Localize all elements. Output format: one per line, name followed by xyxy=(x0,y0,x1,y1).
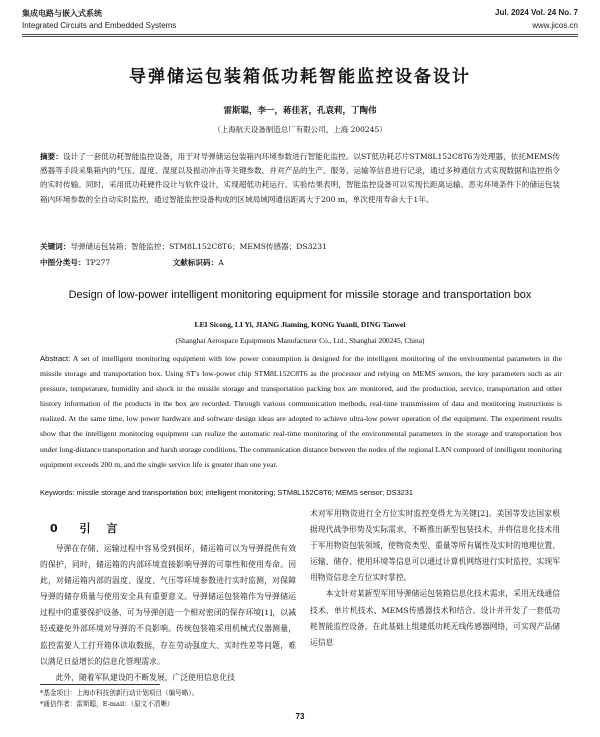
doc-code-label: 文献标识码： xyxy=(172,258,219,267)
journal-name-en: Integrated Circuits and Embedded Systems xyxy=(22,21,177,30)
right-paragraph-2: 本文针对某新型军用导弹储运包装箱信息化技术需求，采用无线通信技术、单片机技术、MEMS传感器技术和结合、设计并开发了一套低功耗智能监控设备，在此基础上组建低功耗无线传感器网络，可实现产品储运信息 xyxy=(310,589,560,647)
doc-code-value: A xyxy=(218,258,224,267)
clc-label: 中图分类号： xyxy=(40,258,86,267)
keywords-en xyxy=(40,488,562,497)
authors-en: LEI Sicong, LI Yi, JIANG Jiaming, KONG Yuanli, DING Taowei xyxy=(194,320,406,329)
header-rule-thin xyxy=(22,36,578,37)
clc-value: TP277 xyxy=(85,258,111,267)
section-number: 0 xyxy=(50,522,64,535)
keywords-cn-label: 关键词： xyxy=(40,242,71,251)
keywords-cn xyxy=(40,240,560,254)
section-heading xyxy=(50,520,123,536)
paper-title-en: Design of low-power intelligent monitoring equipment for missile storage and transportation box xyxy=(68,289,532,301)
abstract-en-label: Abstract: xyxy=(40,354,71,363)
left-column xyxy=(40,541,296,686)
keywords-cn-text: 导弹储运包装箱；智能监控；STM8L152C8T6；MEMS传感器；DS3231 xyxy=(70,242,327,251)
section-title: 引 言 xyxy=(79,522,124,535)
footnote-author: *通信作者：雷斯聪，E-mail：（原文不清晰） xyxy=(40,700,174,708)
journal-website[interactable]: www.jicos.cn xyxy=(532,21,578,30)
classification-line xyxy=(40,256,560,270)
keywords-en-label: Keywords: xyxy=(40,488,75,497)
footnote-funding: *基金项目：上海市科技创新行动计划项目（编号略）。 xyxy=(40,689,199,697)
abstract-cn xyxy=(40,150,560,207)
page-number: 73 xyxy=(295,712,305,721)
footnotes xyxy=(40,688,296,710)
header-rule xyxy=(22,34,578,35)
issue-info: Jul. 2024 Vol. 24 No. 7 xyxy=(495,8,578,17)
left-paragraph-2: 此外，随着军队建设的不断发展，广泛使用信息化技 xyxy=(55,672,235,682)
abstract-en xyxy=(40,351,562,472)
abstract-cn-label: 摘要： xyxy=(40,152,63,161)
right-paragraph-1: 术对军用物资进行全方位实时监控变得尤为关键[2]。美国等发达国家根据现代战争形势及实际需求，不断推出新型包装技术，并将信息化技术用于军用物资包装领域，使物资类型、重量等所有属性及实时的地理位置、运输、储存、使用环境等信息可以通过计算机网络进行实时监控，实现军用物资信息全方位实时掌控。 xyxy=(310,509,560,583)
abstract-cn-text: 设计了一套低功耗智能监控设备，用于对导弹储运包装箱内环境参数进行智能化监控。以ST低功耗芯片STM8L152C8T6为处理器，依托MEMS传感器等手段采集箱内的气压、温度、湿度以及振动冲击等关键参数，并对产品的生产、服务、运输等信息进行记录，通过多种通信方式实现数据和监控指令的实时传输。同时，采用低功耗硬件设计与软件设计，实现超低功耗运行。实验结果表明，智能监控设备可以实现长距离运输、恶劣环境条件下的储运包装箱内环境参数的全自动实时监控，通过智能监控设备构成的区域局域网通信距离大于200 m，单次使用寿命大于1年。 xyxy=(40,152,560,204)
affiliation-en: (Shanghai Aerospace Equipments Manufacturer Co., Ltd., Shanghai 200245, China) xyxy=(175,336,425,345)
left-paragraph-1: 导弹在存储、运输过程中容易受到损坏，储运箱可以为导弹提供有效的保护，同时，储运箱的内部环境直接影响导弹的可靠性和使用寿命。因此，对储运箱内部的温度、湿度、气压等环境参数进行实时监测，对保障导弹的储存质量与使用安全具有重要意义。导弹储运包装箱作为导弹储运过程中的重要保护设备，可为导弹创造一个相对密闭的保存环境[1]，以减轻或避免外部环境对导弹的不良影响。传统包装箱采用机械式仪器测量，监控需要人工打开箱体读取数据，存在劳动强度大、实时性差等问题，难以满足日益增长的信息化管理需求。 xyxy=(40,544,296,666)
footnote-rule xyxy=(40,684,160,685)
journal-name-cn: 集成电路与嵌入式系统 xyxy=(22,9,102,18)
authors-cn: 雷斯聪，李一，蒋佳茗，孔袁莉，丁陶伟 xyxy=(223,106,377,116)
abstract-en-text: A set of intelligent monitoring equipment with low power consumption is designed for the intelligent monitoring of the environmental parameters in the missile storage and transportation box. Using ST's low-power chip STM8L152C8T6 as the processor and relying on MEMS sensors, the key parameters such as air pressure, temperature, humidity and shock in the missile storage and transportation packing box are monitored, and the production, service, transportation and other history information of the products in the box are recorded. Through various communication methods, real-time transmission of data and monitoring instructions is realized. At the same time, low power hardware and software design ideas are adopted to achieve ultra-low power operation of the equipment. The experiment results show that the intelligent monitoring equipment can realize the automatic real-time monitoring of the environmental parameters in the storage and transportation box under long-distance transportation and harsh storage conditions. The communication distance between the nodes of the regional LAN composed of intelligent monitoring equipment exceeds 200 m, and the single service life is greater than one year. xyxy=(40,354,562,469)
affiliation-cn: （上海航天设备制造总厂有限公司，上海 200245） xyxy=(213,125,387,134)
paper-title-cn: 导弹储运包装箱低功耗智能监控设备设计 xyxy=(129,67,471,87)
keywords-en-text: missile storage and transportation box; intelligent monitoring; STM8L152C8T6; MEMS sensor; DS3231 xyxy=(76,488,414,497)
right-column xyxy=(310,506,560,651)
